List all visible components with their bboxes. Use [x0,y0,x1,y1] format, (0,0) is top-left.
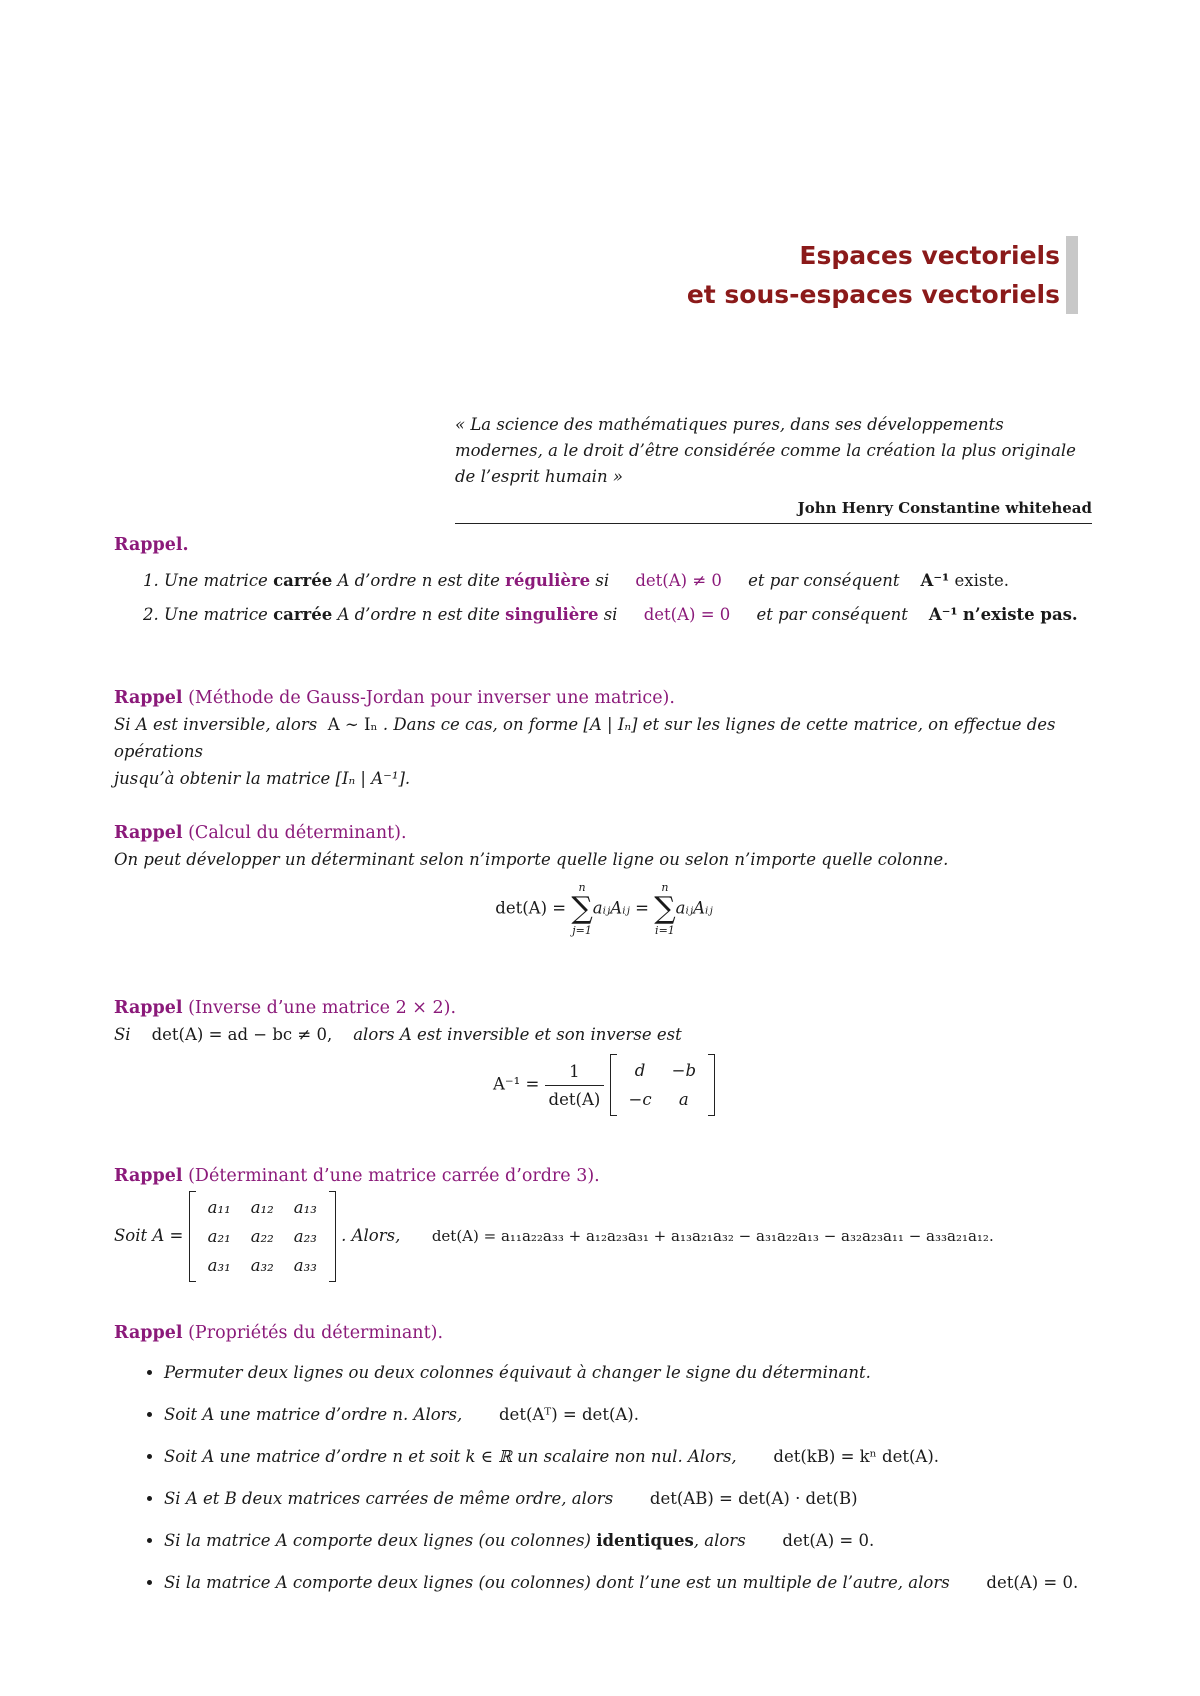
sum-symbol: n ∑ i=1 [654,881,676,937]
section-heading: Rappel [114,823,183,843]
matrix-3x3: a₁₁ a₁₂ a₁₃ a₂₁ a₂₂ a₂₃ a₃₁ a₃₂ a₃₃ [189,1191,336,1282]
sum-symbol: n ∑ j=1 [571,881,593,937]
section-heading: Rappel [114,998,183,1018]
condition: det(A) ≠ 0 [635,571,722,590]
rappel-section-determinant-3x3: Rappel (Déterminant d’une matrice carrée d’ordre 3). Soit A = a₁₁ a₁₂ a₁₃ a₂₁ a₂₂ a₂₃ a₃₁ a₃₂ a₃₃ . Alors, det(A) = a₁₁a₂₂a₃₃ + a₁₂a₂₃a₃₁ + a₁₃a₂₁a₃₂ − a₃₁a₂₂a₁₃ − a₃₂a₂₃a₁₁ − a₃₃a₂₁a₁₂. [114,1163,1094,1282]
sarrus-formula: det(A) = a₁₁a₂₂a₃₃ + a₁₂a₂₃a₃₁ + a₁₃a₂₁a₃₂ − a₃₁a₂₂a₁₃ − a₃₂a₂₃a₁₁ − a₃₃a₂₁a₁₂. [431,1227,994,1245]
chapter-title-line-2: et sous-espaces vectoriels [686,280,1060,309]
regularity-list [114,564,1094,632]
list-item: • Soit A une matrice d’ordre n et soit k ∈ ℝ un scalaire non nul. Alors, det(kB) = kⁿ det(A). [164,1436,1094,1478]
section-heading: Rappel [114,688,183,708]
rappel-section-inverse-2x2: Rappel (Inverse d’une matrice 2 × 2). Si det(A) = ad − bc ≠ 0, alors A est inversible et son inverse est A⁻¹ = $\frac{1}{\det(A)}$ d −b −c a [114,995,1094,1116]
matrix-2x2: d −b −c a [610,1054,715,1116]
chapter-title-line-1: Espaces vectoriels [799,241,1060,270]
list-item: 2. Une matrice carrée A d’ordre n est dite singulière si det(A) = 0 et par conséquent A⁻¹ n’existe pas. [164,598,1094,632]
section-heading: Rappel [114,1166,183,1186]
chapter-title [360,236,1078,314]
fraction: $\frac{1}{\det(A)}$ [545,1058,605,1113]
epigraph-author: John Henry Constantine whitehead [797,499,1092,517]
rappel-section-properties: Rappel (Propriétés du déterminant). • Permuter deux lignes ou deux colonnes équivaut à changer le signe du déterminant. • Soit A une matrice d’ordre n. Alors, det(Aᵀ) = det(A). • Soit A une matrice d’ordre n et soit k ∈ ℝ un scalaire non nul. Alors, det(kB) = kⁿ det(A). • Si A et B deux matrices carrées de même ordre, alors det(AB) = det(A) · det(B) • Si la matrice A comporte deux lignes (ou colonnes) identiques, alors det(A) = 0. • Si la matrice A comporte deux lignes (ou colonnes) dont l’une est un multiple de l’autre, alors det(A) = 0. [114,1320,1094,1604]
inverse-formula: A⁻¹ = $\frac{1}{\det(A)}$ d −b −c a [114,1054,1094,1116]
expansion-formula: det(A) = n ∑ j=1 aᵢⱼAᵢⱼ = n ∑ i=1 aᵢⱼAᵢⱼ [495,881,713,937]
list-item: • Soit A une matrice d’ordre n. Alors, det(Aᵀ) = det(A). [164,1394,1094,1436]
list-item: • Permuter deux lignes ou deux colonnes équivaut à changer le signe du déterminant. [164,1352,1094,1394]
list-item: 1. Une matrice carrée A d’ordre n est dite régulière si det(A) ≠ 0 et par conséquent A⁻¹ existe. [164,564,1094,598]
section-heading: Rappel. [114,535,189,555]
epigraph-rule [455,523,1092,524]
epigraph [455,412,1092,524]
list-item: • Si la matrice A comporte deux lignes (ou colonnes) identiques, alors det(A) = 0. [164,1520,1094,1562]
properties-list [114,1352,1094,1604]
list-item: • Si A et B deux matrices carrées de même ordre, alors det(AB) = det(A) · det(B) [164,1478,1094,1520]
list-item: • Si la matrice A comporte deux lignes (ou colonnes) dont l’une est un multiple de l’autre, alors det(A) = 0. [164,1562,1094,1604]
condition: det(A) = 0 [643,605,731,624]
rappel-section-regularity [114,532,1094,632]
rappel-section-determinant-expansion: Rappel (Calcul du déterminant). On peut développer un déterminant selon n’importe quelle ligne ou selon n’importe quelle colonne. det(A) = n ∑ j=1 aᵢⱼAᵢⱼ = n ∑ i=1 aᵢⱼAᵢⱼ [114,820,1094,937]
rappel-section-gauss-jordan: Rappel (Méthode de Gauss-Jordan pour inverser une matrice). Si A est inversible, alors A ∼ Iₙ . Dans ce cas, on forme [A | Iₙ] et sur les lignes de cette matrice, on effectue des opérations jusqu’à obtenir la matrice [Iₙ | A⁻¹]. [114,688,1056,788]
section-heading: Rappel [114,1323,183,1343]
epigraph-text: « La science des mathématiques pures, dans ses développements modernes, a le droit d’être considérée comme la création la plus originale de l’esprit humain » [455,415,1076,486]
